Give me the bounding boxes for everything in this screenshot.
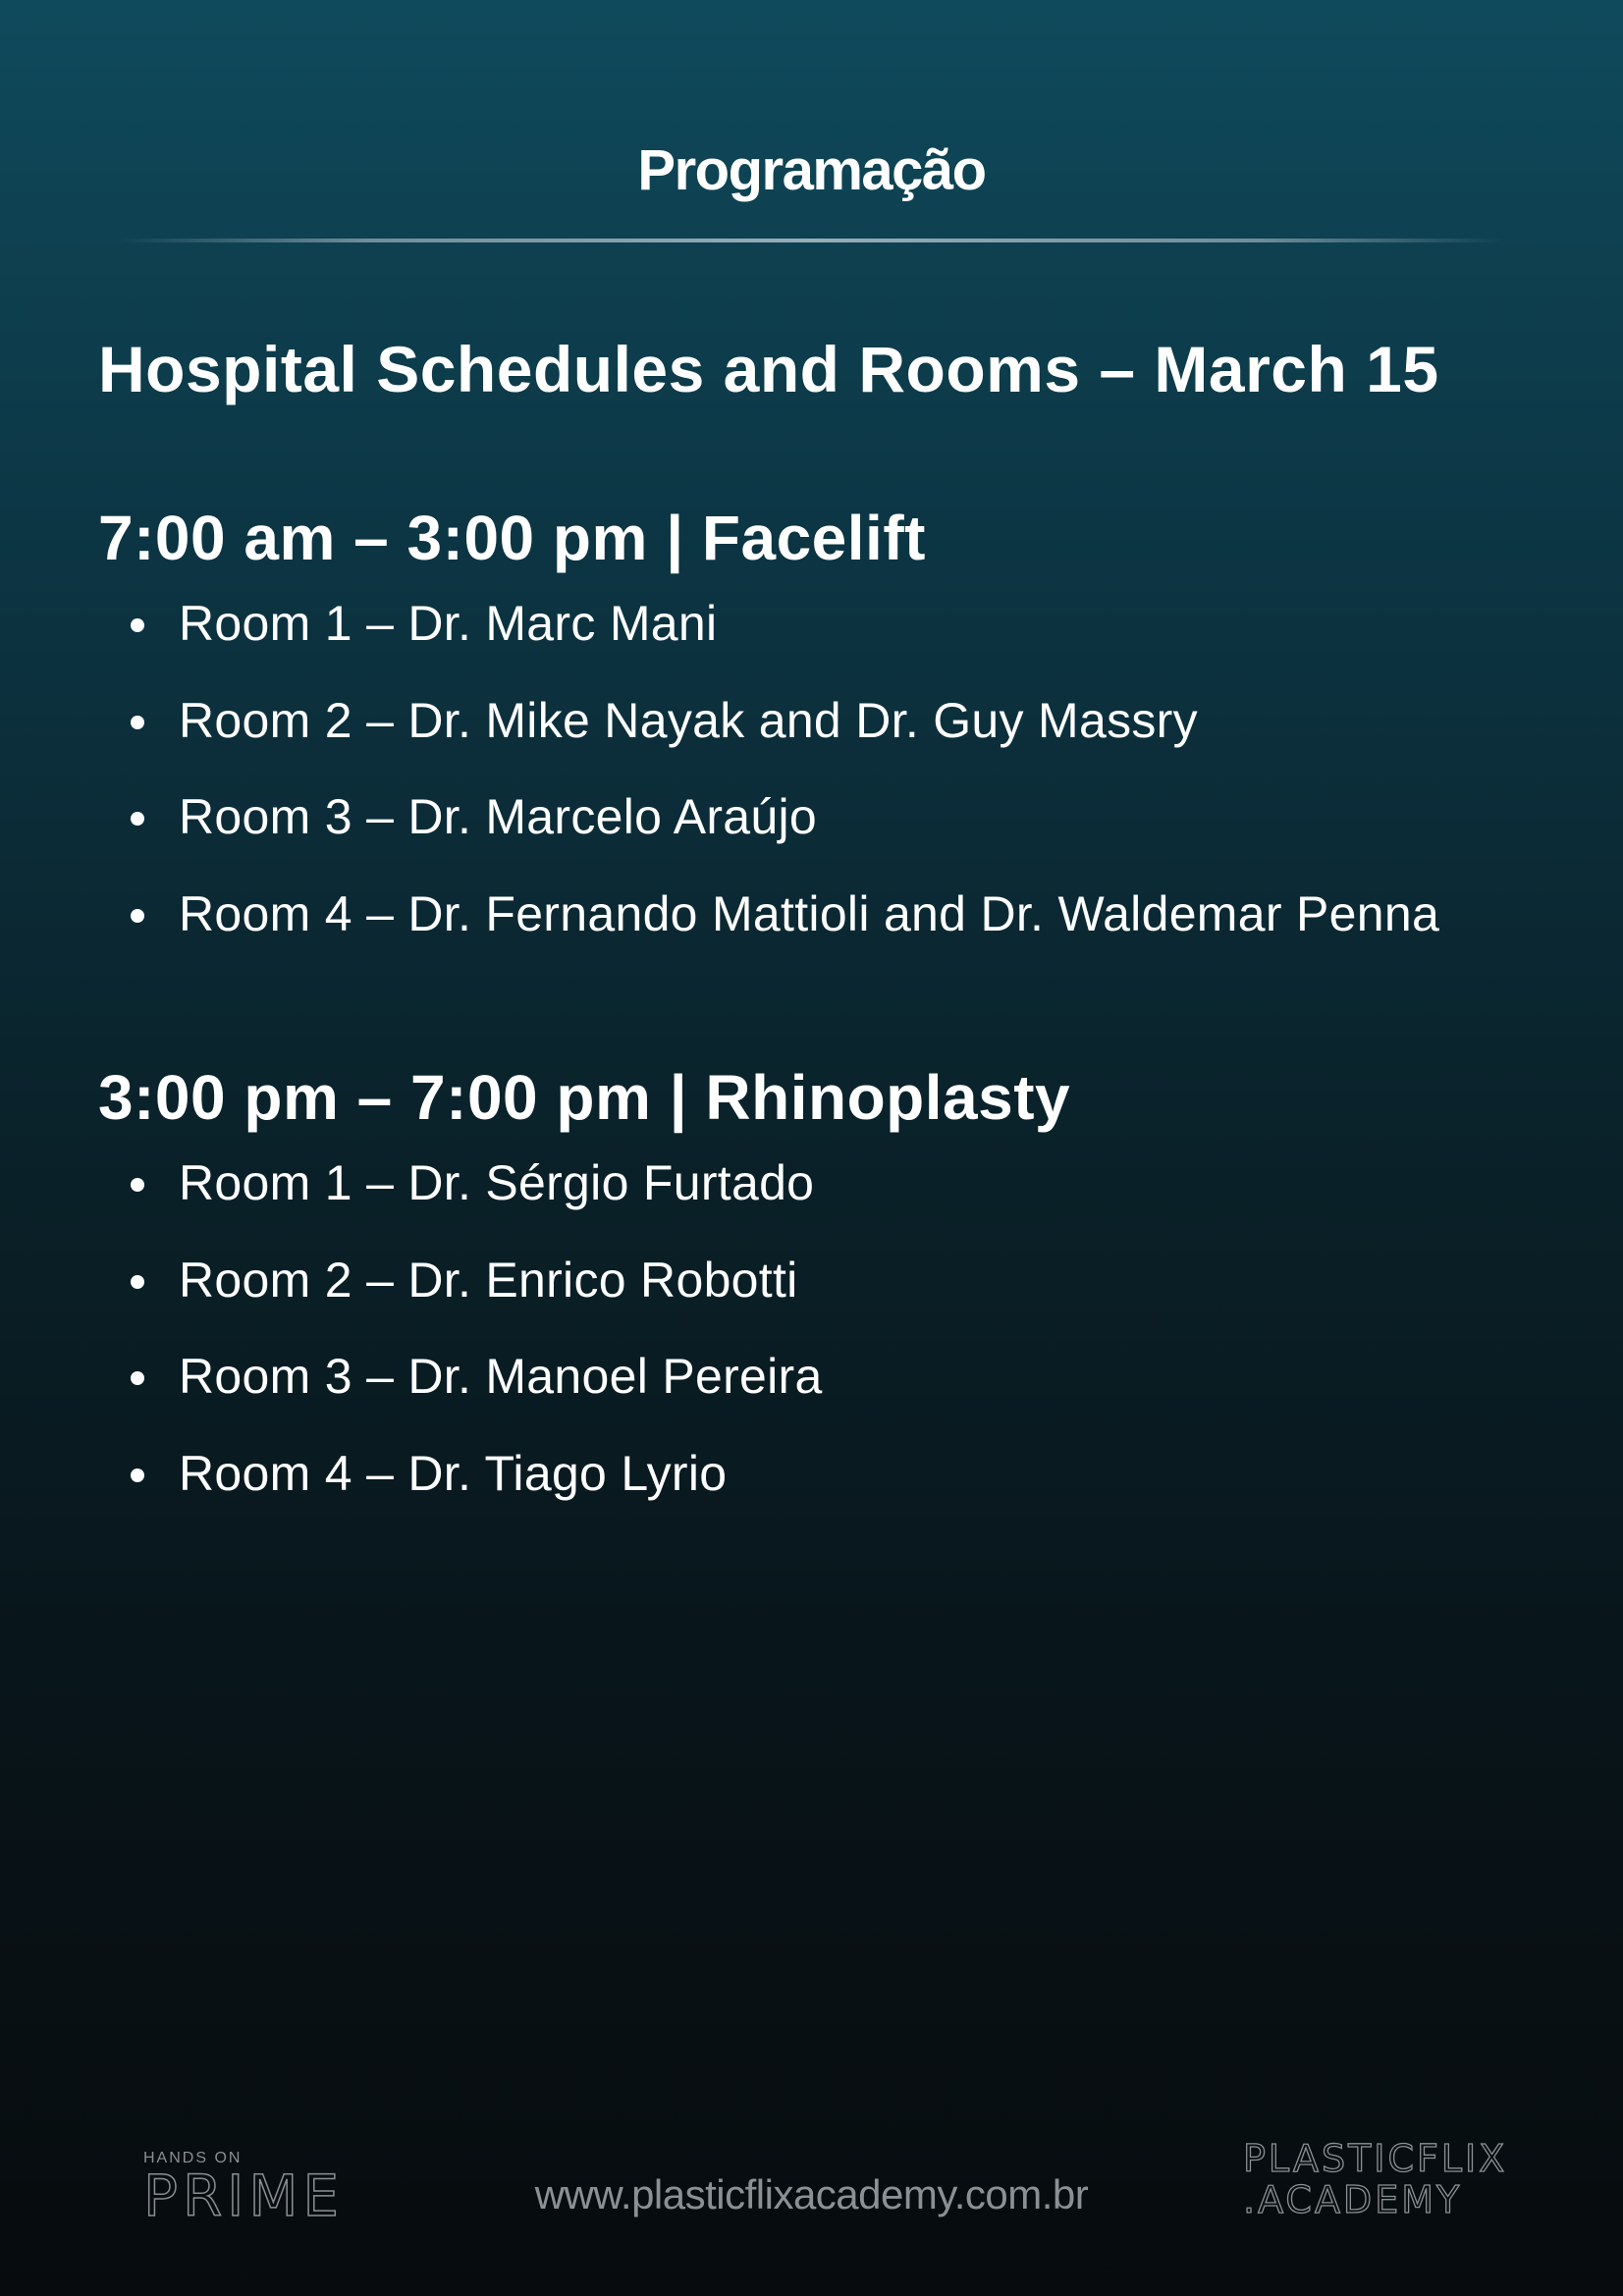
page-header-title: Programação <box>637 138 986 202</box>
list-item <box>98 885 1571 983</box>
session-facelift <box>98 501 1571 982</box>
logo-line-2: .ACADEMY <box>1243 2178 1463 2221</box>
list-item <box>98 1348 1571 1445</box>
logo-small-text: HANDS ON <box>143 2150 243 2166</box>
room-label: Room 2 – Dr. Mike Nayak and Dr. Guy Massry <box>179 692 1198 748</box>
room-list <box>98 595 1571 982</box>
room-label: Room 2 – Dr. Enrico Robotti <box>179 1252 798 1308</box>
list-item <box>98 1445 1571 1542</box>
session-title: 7:00 am – 3:00 pm | Facelift <box>98 503 926 573</box>
bullet-icon <box>131 812 144 826</box>
list-item <box>98 595 1571 692</box>
room-label: Room 3 – Dr. Marcelo Araújo <box>179 789 818 844</box>
list-item <box>98 788 1571 885</box>
room-label: Room 3 – Dr. Manoel Pereira <box>179 1349 823 1404</box>
footer-url: www.plasticflixacademy.com.br <box>534 2171 1089 2217</box>
room-label: Room 4 – Dr. Fernando Mattioli and Dr. Waldemar Penna <box>179 885 1440 941</box>
bullet-icon <box>131 618 144 632</box>
room-label: Room 1 – Dr. Sérgio Furtado <box>179 1155 815 1210</box>
session-rhinoplasty <box>98 1060 1571 1541</box>
room-label: Room 1 – Dr. Marc Mani <box>179 596 718 651</box>
bullet-icon <box>131 1178 144 1192</box>
room-list <box>98 1154 1571 1541</box>
bullet-icon <box>131 1371 144 1385</box>
session-title: 3:00 pm – 7:00 pm | Rhinoplasty <box>98 1062 1071 1133</box>
bullet-icon <box>131 716 144 729</box>
logo-big-text: PRIME <box>143 2163 345 2229</box>
room-label: Room 4 – Dr. Tiago Lyrio <box>179 1445 728 1501</box>
bullet-icon <box>131 1468 144 1482</box>
list-item <box>98 692 1571 789</box>
plasticflix-academy-logo <box>1243 2138 1538 2220</box>
list-item <box>98 1252 1571 1349</box>
bullet-icon <box>131 909 144 923</box>
document-heading: Hospital Schedules and Rooms – March 15 <box>98 333 1439 405</box>
logo-line-1: PLASTICFLIX <box>1243 2137 1508 2180</box>
bullet-icon <box>131 1275 144 1289</box>
list-item <box>98 1154 1571 1252</box>
header-divider <box>118 239 1505 242</box>
